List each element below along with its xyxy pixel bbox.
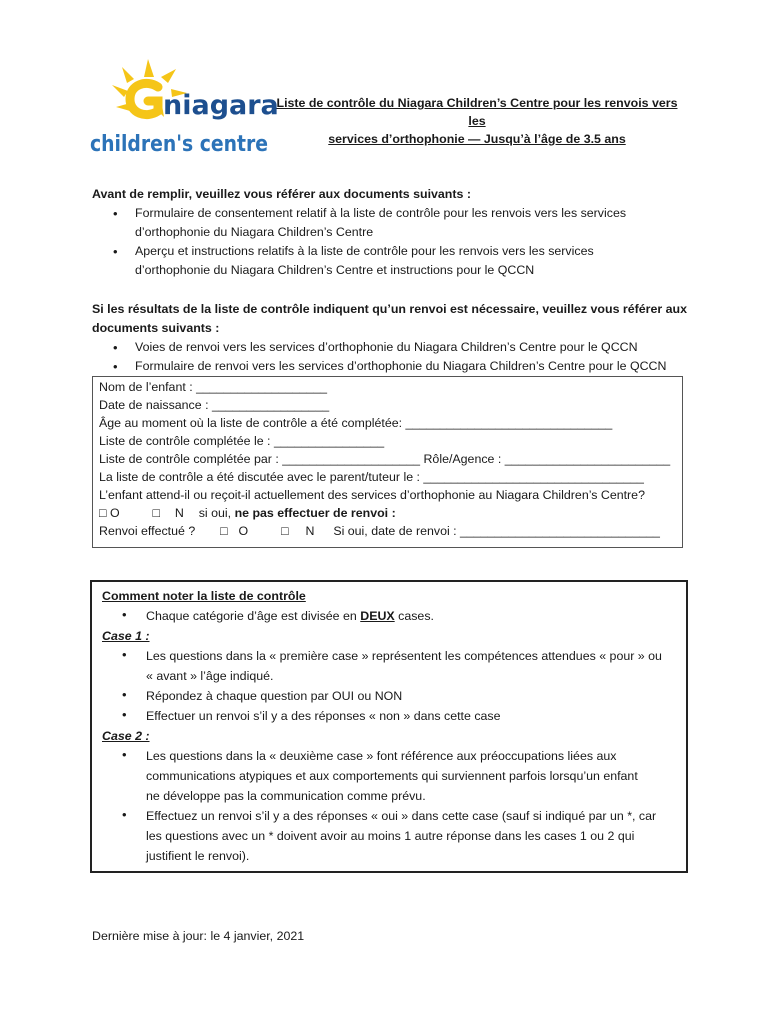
section2-heading-line2: documents suivants :	[92, 321, 220, 335]
title-line-2: services d’orthophonie — Jusqu’à l’âge de 3.5 ans	[328, 132, 626, 146]
age-completed-field[interactable]: Âge au moment où la liste de contrôle a été complétée: ______________________________	[99, 416, 613, 430]
logo-word-niagara: niagara	[163, 90, 279, 121]
dob-field[interactable]: Date de naissance : _________________	[99, 398, 330, 412]
case2-item-line: ne développe pas la communication comme prévu.	[146, 789, 426, 803]
checkbox-yes[interactable]: □	[220, 524, 228, 538]
child-info-form	[92, 376, 683, 548]
scoring-instructions-box	[90, 580, 688, 873]
case2-item-line: justifient le renvoi).	[146, 849, 250, 863]
bullet-icon: •	[122, 707, 127, 722]
checkbox-no[interactable]: □	[281, 524, 289, 538]
page-title	[272, 94, 682, 148]
section2-heading-line1: Si les résultats de la liste de contrôle indiquent qu’un renvoi est nécessaire, veuillez vous référer aux	[92, 302, 687, 316]
receiving-services-question: L’enfant attend-il ou reçoit-il actuellement des services d’orthophonie au Niagara Children’s Centre?	[99, 488, 645, 502]
if-yes-text: si oui,	[198, 506, 232, 520]
section2-list	[135, 338, 692, 376]
bullet-icon: •	[122, 687, 127, 702]
notes-intro-pre: Chaque catégorie d’âge est divisée en	[146, 609, 357, 623]
logo-word-childrens-centre: children's centre	[90, 132, 268, 157]
last-updated: Dernière mise à jour: le 4 janvier, 2021	[92, 929, 305, 943]
section1-list	[135, 204, 665, 280]
option-o-label: O	[238, 524, 249, 538]
bullet-icon: •	[122, 647, 127, 662]
case2-item-line: communications atypiques et aux comportements qui surviennent parfois lorsqu’un enfant	[146, 769, 638, 783]
section-if-referral-needed	[92, 300, 692, 376]
list-item: • Voies de renvoi vers les services d’orthophonie du Niagara Children’s Centre pour le QCCN	[135, 338, 692, 357]
case1-label: Case 1 :	[102, 629, 150, 643]
title-line-1: Liste de contrôle du Niagara Children’s Centre pour les renvois vers les	[276, 96, 678, 128]
case2-item-line: les questions avec un * doivent avoir au moins 1 autre réponse dans les cases 1 ou 2 qui	[146, 829, 635, 843]
notes-heading: Comment noter la liste de contrôle	[102, 589, 306, 603]
checkbox-yes[interactable]: □	[99, 506, 107, 520]
no-referral-text: ne pas effectuer de renvoi :	[234, 506, 396, 520]
notes-intro	[146, 607, 434, 626]
referral-done-label: Renvoi effectué ?	[99, 524, 196, 538]
section-before-filling	[92, 185, 692, 280]
receiving-services-options	[99, 504, 396, 522]
referral-done-row	[99, 522, 660, 540]
list-item: • Formulaire de renvoi vers les services d’orthophonie du Niagara Children’s Centre pour le QCCN	[135, 357, 692, 376]
case2-label: Case 2 :	[102, 729, 150, 743]
niagara-childrens-centre-logo	[88, 55, 279, 160]
option-n-label: N	[305, 524, 315, 538]
bullet-icon: •	[122, 807, 127, 822]
option-n-label: N	[174, 506, 184, 520]
completed-on-field[interactable]: Liste de contrôle complétée le : ________________	[99, 434, 385, 448]
referral-date-field[interactable]: Si oui, date de renvoi : _____________________________	[333, 524, 660, 538]
case1-item-line: Répondez à chaque question par OUI ou NON	[146, 689, 403, 703]
list-item: • Formulaire de consentement relatif à la liste de contrôle pour les renvois vers les services d’orthophonie du Niagara Children’s Centre	[135, 204, 665, 242]
bullet-icon: •	[122, 747, 127, 762]
bullet-icon: •	[122, 607, 127, 622]
case2-item-line: Effectuez un renvoi s’il y a des réponses « oui » dans cette case (sauf si indiqué par un *, car	[146, 809, 657, 823]
child-name-field[interactable]: Nom de l’enfant : ___________________	[99, 380, 328, 394]
notes-intro-bold: DEUX	[360, 609, 395, 623]
case2-item-line: Les questions dans la « deuxième case » font référence aux préoccupations liées aux	[146, 749, 617, 763]
notes-intro-post: cases.	[398, 609, 434, 623]
option-o-label: O	[109, 506, 120, 520]
section1-heading: Avant de remplir, veuillez vous référer aux documents suivants :	[92, 187, 471, 201]
discussed-with-field[interactable]: La liste de contrôle a été discutée avec le parent/tuteur le : ________________________________	[99, 470, 644, 484]
checkbox-no[interactable]: □	[152, 506, 160, 520]
case1-item-line: Effectuer un renvoi s’il y a des réponses « non » dans cette case	[146, 709, 501, 723]
case1-item-line: Les questions dans la « première case » représentent les compétences attendues « pour » ou	[146, 649, 662, 663]
list-item: • Aperçu et instructions relatifs à la liste de contrôle pour les renvois vers les services d’orthophonie du Niagara Children’s Centre et instructions pour le QCCN	[135, 242, 665, 280]
case1-item-line: « avant » l’âge indiqué.	[146, 669, 274, 683]
completed-by-field[interactable]: Liste de contrôle complétée par : ____________________ Rôle/Agence : ________________________	[99, 452, 671, 466]
sun-logo-graphic	[88, 55, 279, 160]
